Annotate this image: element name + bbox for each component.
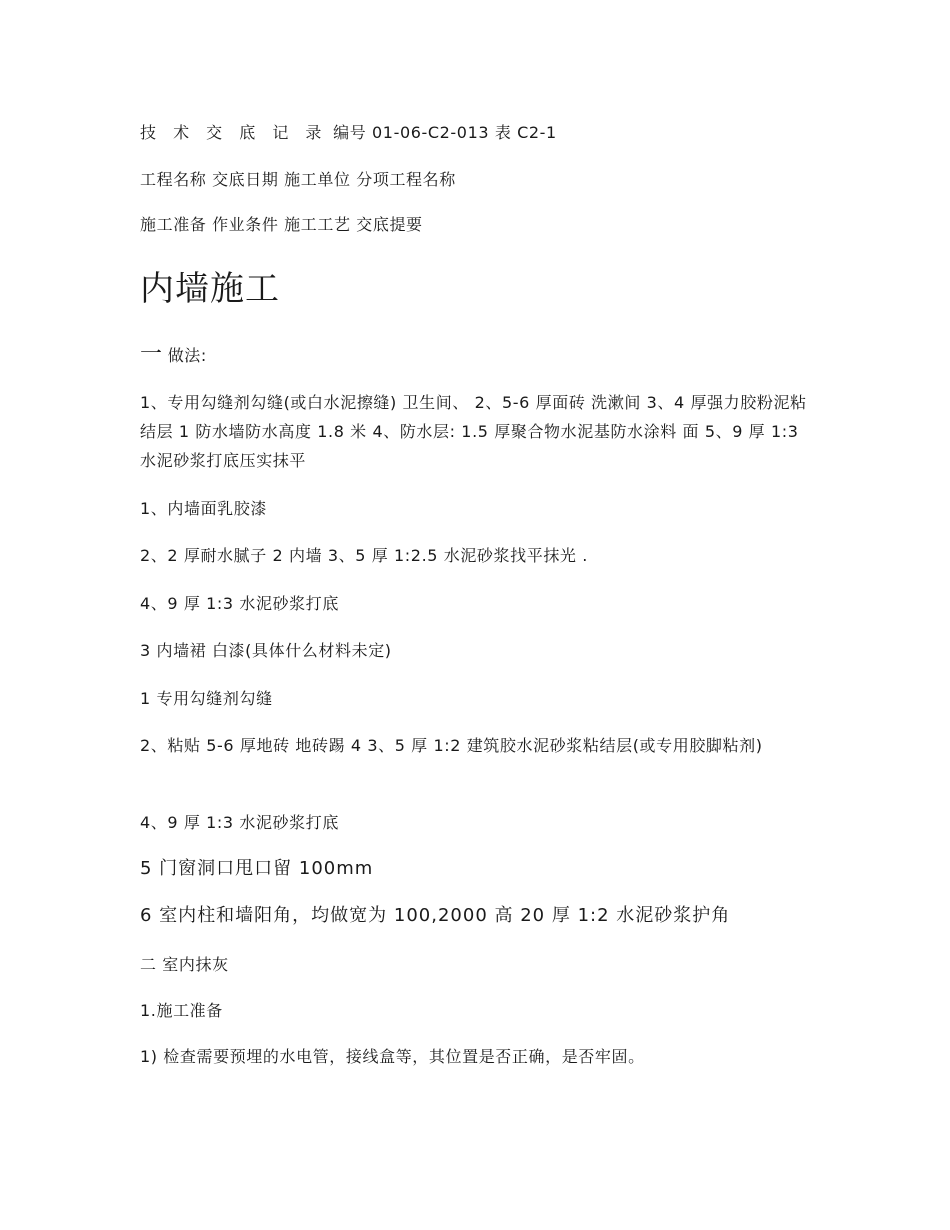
paragraph-method-1: 1、专用勾缝剂勾缝(或白水泥擦缝) 卫生间、 2、5-6 厚面砖 洗漱间 3、4 厚强力胶粉泥粘结层 1 防水墙防水高度 1.8 米 4、防水层: 1.5 厚聚合物水泥基防水涂料 面 5、9 厚 1:3 水泥砂浆打底压实抹平 xyxy=(140,393,807,470)
list-item-opening: 5 门窗洞口甩口留 100mm xyxy=(140,858,374,879)
list-item-interior-paint: 1、内墙面乳胶漆 xyxy=(140,499,267,518)
section-1-heading xyxy=(140,340,820,370)
record-header-label: 技 术 交 底 记 录 xyxy=(140,123,328,142)
list-item-joint-agent: 1 专用勾缝剂勾缝 xyxy=(140,689,273,708)
fields-row-1: 工程名称 交底日期 施工单位 分项工程名称 xyxy=(140,170,456,189)
section-1-label: 做法: xyxy=(167,346,207,365)
page-title: 内墙施工 xyxy=(140,269,280,309)
list-item-dado: 3 内墙裙 白漆(具体什么材料未定) xyxy=(140,641,392,660)
list-item-base-mortar-2: 4、9 厚 1:3 水泥砂浆打底 xyxy=(140,813,339,832)
list-item-putty: 2、2 厚耐水腻子 2 内墙 3、5 厚 1:2.5 水泥砂浆找平抹光 . xyxy=(140,546,588,565)
list-item-preparation: 1.施工准备 xyxy=(140,1001,223,1020)
section-2-heading: 二 室内抹灰 xyxy=(140,955,229,974)
record-header xyxy=(140,118,820,147)
list-item-inspection: 1) 检查需要预埋的水电管，接线盒等，其位置是否正确，是否牢固。 xyxy=(140,1047,645,1066)
paragraph-skirting: 2、粘贴 5-6 厚地砖 地砖踢 4 3、5 厚 1:2 建筑胶水泥砂浆粘结层(或专用胶脚粘剂) xyxy=(140,736,763,755)
fields-row-2: 施工准备 作业条件 施工工艺 交底提要 xyxy=(140,215,423,234)
list-item-corner-guard: 6 室内柱和墙阳角，均做宽为 100,2000 高 20 厚 1:2 水泥砂浆护角 xyxy=(140,905,731,926)
list-item-base-mortar-1: 4、9 厚 1:3 水泥砂浆打底 xyxy=(140,594,339,613)
section-1-marker: 一 xyxy=(140,342,163,367)
record-header-code: 编号 01-06-C2-013 表 C2-1 xyxy=(333,123,557,142)
